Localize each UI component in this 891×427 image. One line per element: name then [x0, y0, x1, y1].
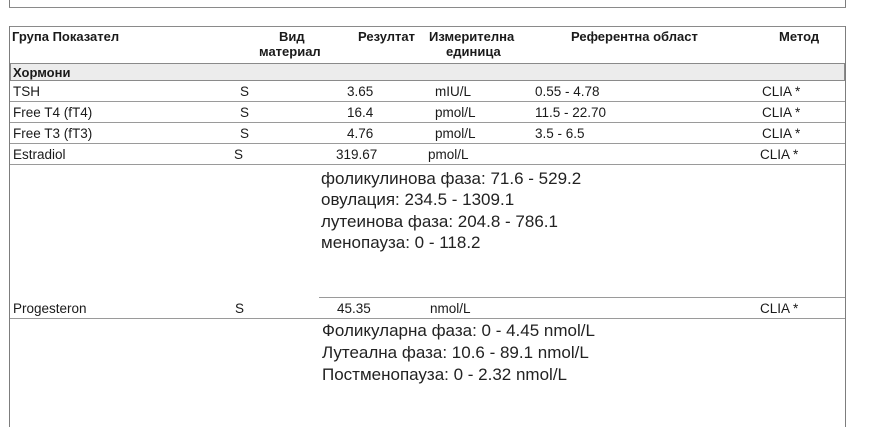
row-ft3-result: 4.76 [347, 126, 374, 141]
row-ft4-name: Free T4 (fT4) [13, 105, 93, 120]
row-tsh-method: CLIA * [762, 84, 801, 99]
row-tsh-reference: 0.55 - 4.78 [535, 84, 600, 99]
row-progesterone-unit: nmol/L [430, 301, 471, 316]
estradiol-range-ovulation: овулация: 234.5 - 1309.1 [321, 190, 515, 209]
progesterone-range-luteal: Лутеална фаза: 10.6 - 89.1 nmol/L [322, 343, 589, 362]
row-ft3-unit: pmol/L [435, 126, 476, 141]
header-material-line2: материал [259, 44, 321, 59]
row-estradiol-name: Estradiol [13, 147, 66, 162]
header-unit-line1: Измерителна [429, 29, 515, 44]
header-result: Резултат [358, 29, 415, 44]
row-separator [10, 164, 845, 165]
row-ft3-name: Free T3 (fT3) [13, 126, 93, 141]
table-top-border [9, 26, 846, 27]
estradiol-range-follicular: фоликулинова фаза: 71.6 - 529.2 [321, 169, 582, 188]
header-reference: Референтна област [571, 29, 698, 44]
row-ft4-method: CLIA * [762, 105, 801, 120]
row-ft4-material: S [240, 105, 250, 120]
row-tsh-unit: mIU/L [435, 84, 472, 99]
row-ft3-reference: 3.5 - 6.5 [535, 126, 585, 141]
row-tsh-result: 3.65 [347, 84, 374, 99]
table-right-border [845, 26, 846, 427]
prev-table-bottom-border [9, 7, 846, 8]
header-group: Група Показател [12, 29, 120, 44]
row-estradiol-result: 319.67 [336, 147, 378, 162]
progesterone-range-follicular: Фоликуларна фаза: 0 - 4.45 nmol/L [322, 321, 595, 340]
row-separator [10, 122, 845, 123]
table-left-border [9, 26, 10, 427]
row-progesterone-material: S [235, 301, 245, 316]
header-method: Метод [779, 29, 820, 44]
row-progesterone-method: CLIA * [760, 301, 799, 316]
row-ft4-result: 16.4 [347, 105, 374, 120]
row-estradiol-material: S [234, 147, 244, 162]
estradiol-range-luteal: лутеинова фаза: 204.8 - 786.1 [321, 212, 558, 231]
row-estradiol-unit: pmol/L [428, 147, 469, 162]
row-ft3-method: CLIA * [762, 126, 801, 141]
row-tsh-material: S [240, 84, 250, 99]
row-ft4-unit: pmol/L [435, 105, 476, 120]
progesterone-top-line [319, 297, 845, 298]
row-separator [10, 143, 845, 144]
row-progesterone-name: Progesteron [13, 301, 87, 316]
section-title: Хормони [13, 65, 71, 80]
progesterone-range-postmenopause: Постменопауза: 0 - 2.32 nmol/L [322, 365, 568, 384]
header-unit-line2: единица [446, 44, 501, 59]
row-estradiol-method: CLIA * [760, 147, 799, 162]
progesterone-bottom-line [10, 318, 845, 319]
row-tsh-name: TSH [13, 84, 40, 99]
row-separator [10, 101, 845, 102]
row-ft3-material: S [240, 126, 250, 141]
section-row [10, 63, 845, 81]
row-progesterone-result: 45.35 [337, 301, 371, 316]
row-ft4-reference: 11.5 - 22.70 [535, 105, 607, 120]
estradiol-range-menopause: менопауза: 0 - 118.2 [321, 233, 481, 252]
header-material-line1: Вид [279, 29, 305, 44]
